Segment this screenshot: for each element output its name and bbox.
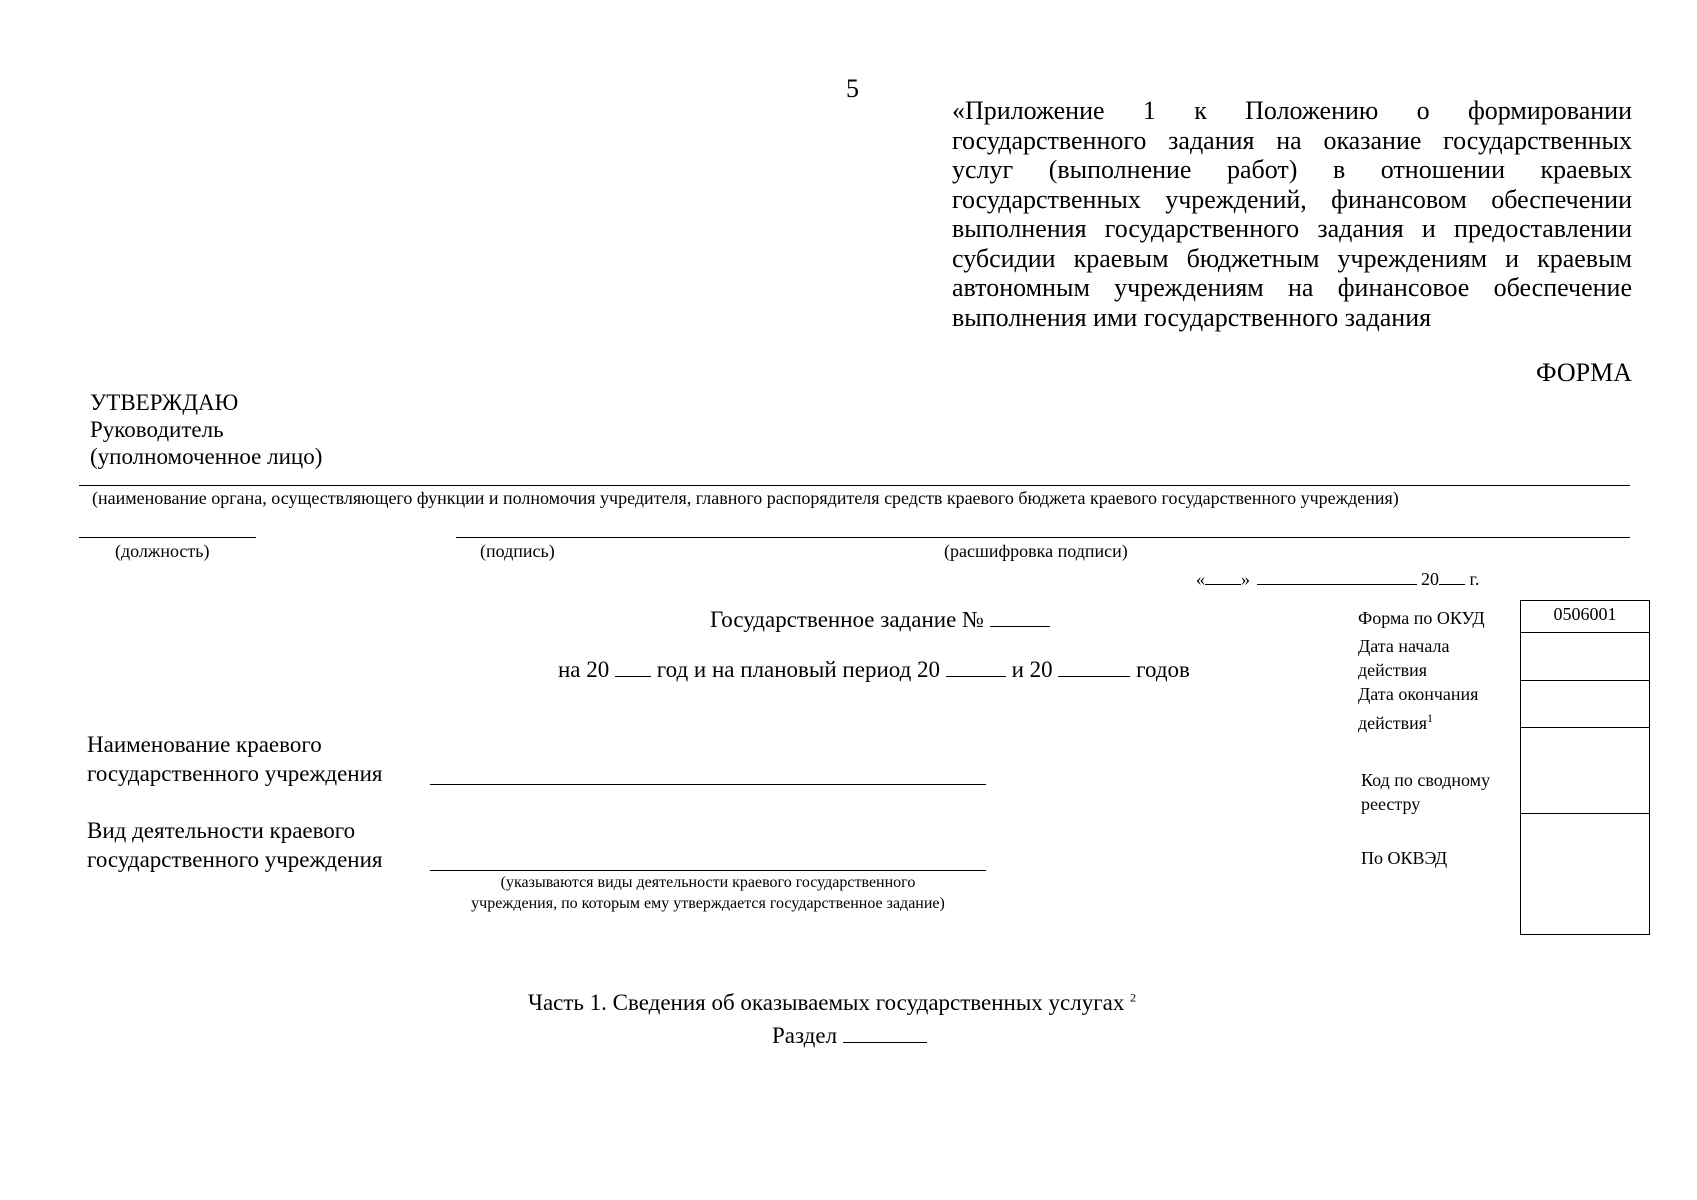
task-title: [710, 604, 1050, 633]
codes-row-divider-2: [1520, 680, 1650, 681]
annex-reference-text: «Приложение 1 к Положению о формировании государственного задания на оказание государственных услуг (выполнение работ) в отношении краевых государственных учреждений, финансовом обеспечении выполнения государственного задания и предоставлении субсидии краевым бюджетным учреждениям и краевым автономным учреждениям на финансовое обеспечение выполнения ими государственного задания: [952, 96, 1632, 332]
section-line: [772, 1020, 927, 1049]
footnote-1: 1: [1427, 711, 1434, 725]
codes-row-divider-4: [1520, 813, 1650, 814]
page-number: 5: [846, 74, 859, 103]
period-prefix: на 20: [558, 657, 610, 682]
position-line: [79, 537, 256, 538]
registry-code-label: Код по сводному реестру: [1361, 770, 1491, 814]
codes-box-right: [1649, 600, 1650, 934]
signature-decoding-caption: (расшифровка подписи): [944, 541, 1128, 561]
codes-row-divider-3: [1520, 727, 1650, 728]
institution-name-label: Наименование краевого государственного учреждения: [87, 732, 383, 786]
codes-box-bottom: [1520, 934, 1650, 935]
date-year-suffix: г.: [1469, 569, 1480, 589]
okud-label: Форма по ОКУД: [1358, 608, 1485, 628]
organ-name-caption: (наименование органа, осуществляющего функции и полномочия учредителя, главного распорядителя средств краевого бюджета краевого государственного учреждения): [92, 488, 1399, 508]
position-caption: (должность): [115, 541, 210, 561]
codes-box-top: [1520, 600, 1650, 601]
organ-name-line: [79, 485, 1630, 486]
okved-label: По ОКВЭД: [1361, 848, 1448, 868]
signature-line: [456, 537, 1630, 538]
part-title-text: Часть 1. Сведения об оказываемых государственных услугах: [528, 990, 1125, 1015]
activity-type-label: Вид деятельности краевого государственного учреждения: [87, 818, 383, 872]
end-date-text: Дата окончания действия: [1358, 684, 1479, 733]
approve-heading: УТВЕРЖДАЮ: [90, 390, 239, 415]
okud-code-value: 0506001: [1553, 604, 1617, 624]
institution-name-line: [430, 784, 986, 785]
task-period: [558, 654, 1190, 683]
section-label: Раздел: [772, 1023, 838, 1048]
approval-date: [1196, 562, 1479, 590]
signature-caption: (подпись): [480, 541, 555, 561]
year-blank: [615, 654, 651, 677]
period-suffix: годов: [1136, 657, 1190, 682]
date-year-blank: [1439, 562, 1465, 585]
date-month-blank: [1257, 562, 1417, 585]
date-day-blank: [1205, 562, 1241, 585]
period-middle: год и на плановый период 20: [656, 657, 941, 682]
activity-caption: (указываются виды деятельности краевого государственного учреждения, по которым ему утверждается государственное задание): [471, 874, 945, 912]
part-title: [528, 990, 1136, 1016]
plan-year2-blank: [1058, 654, 1130, 677]
task-number-blank: [990, 604, 1050, 627]
period-and: и 20: [1011, 657, 1053, 682]
codes-box-left: [1520, 600, 1521, 934]
date-year-prefix: 20: [1421, 569, 1439, 589]
codes-row-divider-1: [1520, 632, 1650, 633]
footnote-2: 2: [1130, 990, 1137, 1005]
date-close-quote: »: [1241, 569, 1250, 589]
task-title-label: Государственное задание №: [710, 607, 984, 632]
section-number-blank: [843, 1020, 927, 1043]
start-date-label: Дата начала действия: [1358, 636, 1450, 680]
activity-type-line: [430, 870, 986, 871]
head-label: Руководитель: [90, 417, 224, 442]
end-date-label: [1358, 682, 1508, 735]
authorized-person-label: (уполномоченное лицо): [90, 444, 323, 469]
form-label: ФОРМА: [1536, 358, 1632, 387]
plan-year1-blank: [946, 654, 1006, 677]
date-open-quote: «: [1196, 569, 1205, 589]
